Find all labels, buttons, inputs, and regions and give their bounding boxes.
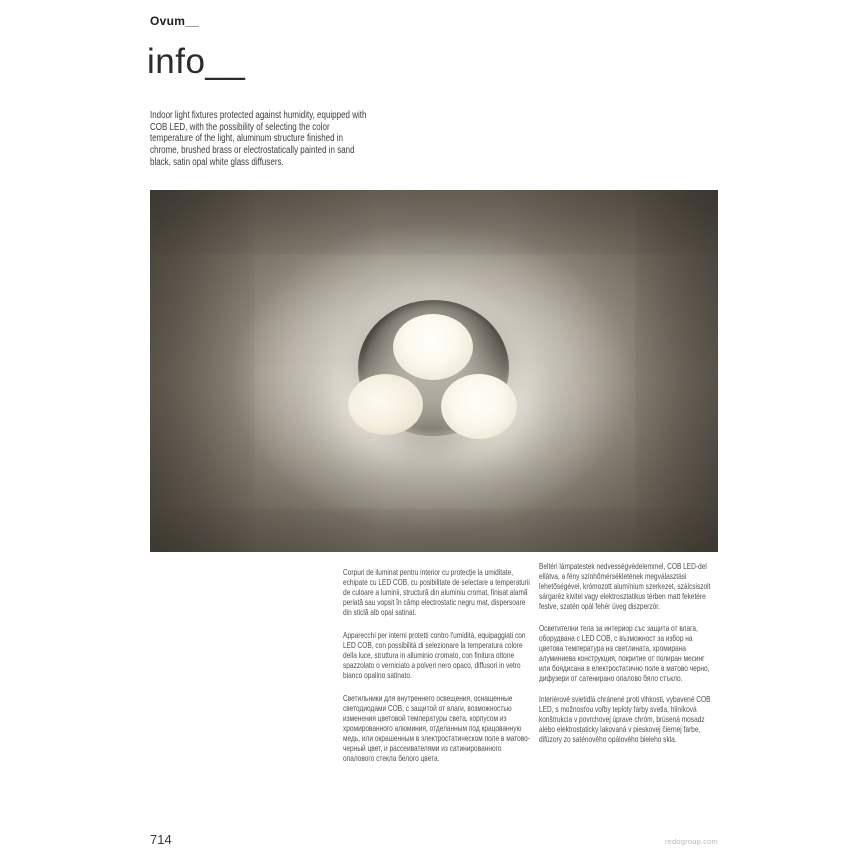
descriptions-column-left xyxy=(343,568,530,777)
page-title: info__ xyxy=(147,42,246,81)
description-english: Indoor light fixtures protected against humidity, equipped with COB LED, with the possibility of selecting the color temperature of the light, aluminum structure finished in chrome, brushed brass or electrostatically painted in sand black, satin opal white glass diffusers. xyxy=(150,110,367,168)
description-slovak: Interiérové svietidlá chránené proti vlhkosti, vybavené COB LED, s možnosťou voľby teploty farby svetla, hliníková konštrukcia v povrchovej úprave chróm, brúsená mosadz alebo elektrostaticky lakovaná v pieskovej čiernej farbe, difúzory zo saténového opálového bieleho skla. xyxy=(539,695,711,744)
lamp-globe-top xyxy=(393,314,473,380)
lamp-globe-right xyxy=(441,374,517,439)
description-romanian: Corpuri de iluminat pentru interior cu protecţie la umiditate, echipate cu LED COB, cu posibilitate de selectare a temperaturii de culoare a luminii, structură din aluminiu cromat, finisat alamă periată sau vopsit în câmp electrostatic negru mat, dispersoare din sticlă alb opal satinat. xyxy=(343,568,530,617)
description-bulgarian: Осветителни тела за интериор със защита от влага, оборудвана с LED COB, с възможност за избор на цветова температура на светлината, хромирана алуминиева конструкция, покритие от полиран месинг или боядисана в електростатично поле в матово черно, дифузери от сатенирано опалово бяло стъкло. xyxy=(539,623,710,683)
descriptions-column-right xyxy=(539,562,712,757)
lamp-globe-left xyxy=(348,374,423,435)
description-hungarian: Beltéri lámpatestek nedvességvédelemmel, COB LED-del ellátva, a fény színhőmérsékletének megválasztási lehetőségével, krómozott alumínium szerkezet, szálcsiszolt sárgaréz kivitel vagy elektrosztatikus térben matt feketére festve, szatén opál fehér üveg diszperzór. xyxy=(539,562,711,611)
page-number: 714 xyxy=(150,832,172,847)
website-url: redogroup.com xyxy=(664,837,718,846)
product-photo xyxy=(150,190,718,552)
description-italian: Apparecchi per interni protetti contro l'umidità, equipaggiati con LED COB, con possibilità di selezionare la temperatura colore della luce, struttura in alluminio cromato, con finitura ottone spazzolato o verniciato a polveri nero opaco, diffusori in vetro bianco opalino satinato. xyxy=(343,631,526,680)
product-name-heading: Ovum__ xyxy=(150,14,200,28)
description-russian: Светильники для внутреннего освещения, оснащенные светодиодами COB, с защитой от влаги, возможностью изменения цветовой температуры света, корпусом из хромированного алюминия, отделанным под крацованную медь, или окрашенным в электростатическом поле в матово-черный цвет, и рассеивателями из сатинированного опалового стекла белого цвета. xyxy=(343,694,531,763)
